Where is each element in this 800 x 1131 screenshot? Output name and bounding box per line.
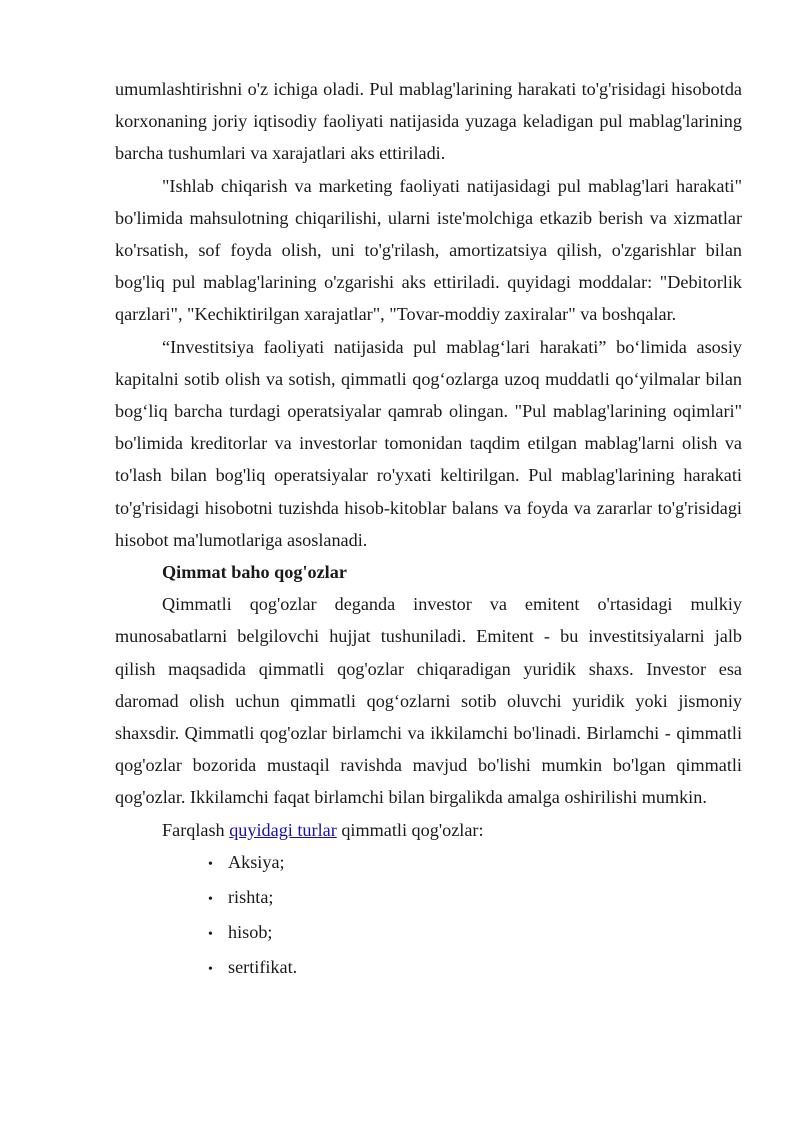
paragraph-investment: “Investitsiya faoliyati natijasida pul mablag‘lari harakati” bo‘limida asosiy kapitalni sotib olish va sotish, qimmatli qog‘ozlarga uzoq muddatli qo‘yilmalar bilan bog‘liq barcha turdagi operatsiyalar qamrab olingan. "Pul mablag'larining oqimlari" bo'limida kreditorlar va investorlar tomonidan taqdim etilgan mablag'larni olish va to'lash bilan bog'liq operatsiyalar ro'yxati keltirilgan. Pul mablag'larining harakati to'g'risidagi hisobotni tuzishda hisob-kitoblar balans va foyda va zararlar to'g'risidagi hisobot ma'lumotlariga asoslanadi.: [115, 336, 742, 550]
bullet-icon: •: [208, 856, 213, 872]
list-item-text: rishta;: [228, 887, 274, 908]
bullet-icon: •: [208, 962, 213, 978]
list-item: [208, 951, 742, 986]
paragraph-production-marketing: "Ishlab chiqarish va marketing faoliyati natijasidagi pul mablag'lari harakati" bo'limida mahsulotning chiqarilishi, ularni iste'molchiga etkazib berish va xizmatlar ko'rsatish, sof foyda olish, uni to'g'rilash, amortizatsiya qilish, o'zgarishlar bilan bog'liq pul mablag'larining o'zgarishi aks ettiriladi. quyidagi moddalar: "Debitorlik qarzlari", "Kechiktirilgan xarajatlar", "Tovar-moddiy zaxiralar" va boshqalar.: [115, 175, 742, 325]
list-item-text: Aksiya;: [228, 851, 285, 872]
types-link[interactable]: quyidagi turlar: [229, 819, 337, 840]
paragraph-securities-definition: Qimmatli qog'ozlar deganda investor va emitent o'rtasidagi mulkiy munosabatlarni belgilovchi hujjat tushuniladi. Emitent - bu investitsiyalarni jalb qilish maqsadida qimmatli qog'ozlar chiqaradigan yuridik shaxs. Investor esa daromad olish uchun qimmatli qog‘ozlarni sotib oluvchi yuridik yoki jismoniy shaxsdir. Qimmatli qog'ozlar birlamchi va ikkilamchi bo'linadi. Birlamchi - qimmatli qog'ozlar bozorida mustaqil ravishda mavjud bo'lishi mumkin bo'lgan qimmatli qog'ozlar. Ikkilamchi faqat birlamchi bilan birgalikda amalga oshirilishi mumkin.: [115, 594, 742, 808]
bullet-icon: •: [208, 892, 213, 908]
list-item-text: hisob;: [228, 922, 273, 943]
types-intro-text-before: Farqlash: [162, 819, 230, 840]
section-heading: Qimmat baho qog'ozlar: [162, 562, 347, 583]
paragraph-types-intro: [115, 814, 742, 846]
list-item-text: sertifikat.: [228, 957, 298, 978]
types-intro-text-after: qimmatli qog'ozlar:: [336, 819, 484, 840]
paragraph-continuation: umumlashtirishni o'z ichiga oladi. Pul mablag'larining harakati to'g'risidagi hisobotda korxonaning joriy iqtisodiy faoliyati natijasida yuzaga keladigan pul mablag'larining barcha tushumlari va xarajatlari aks ettiriladi.: [115, 79, 742, 164]
list-item: [208, 881, 742, 916]
list-item: [208, 916, 742, 951]
securities-types-list: [115, 846, 742, 987]
bullet-icon: •: [208, 927, 213, 943]
list-item: [208, 846, 742, 881]
